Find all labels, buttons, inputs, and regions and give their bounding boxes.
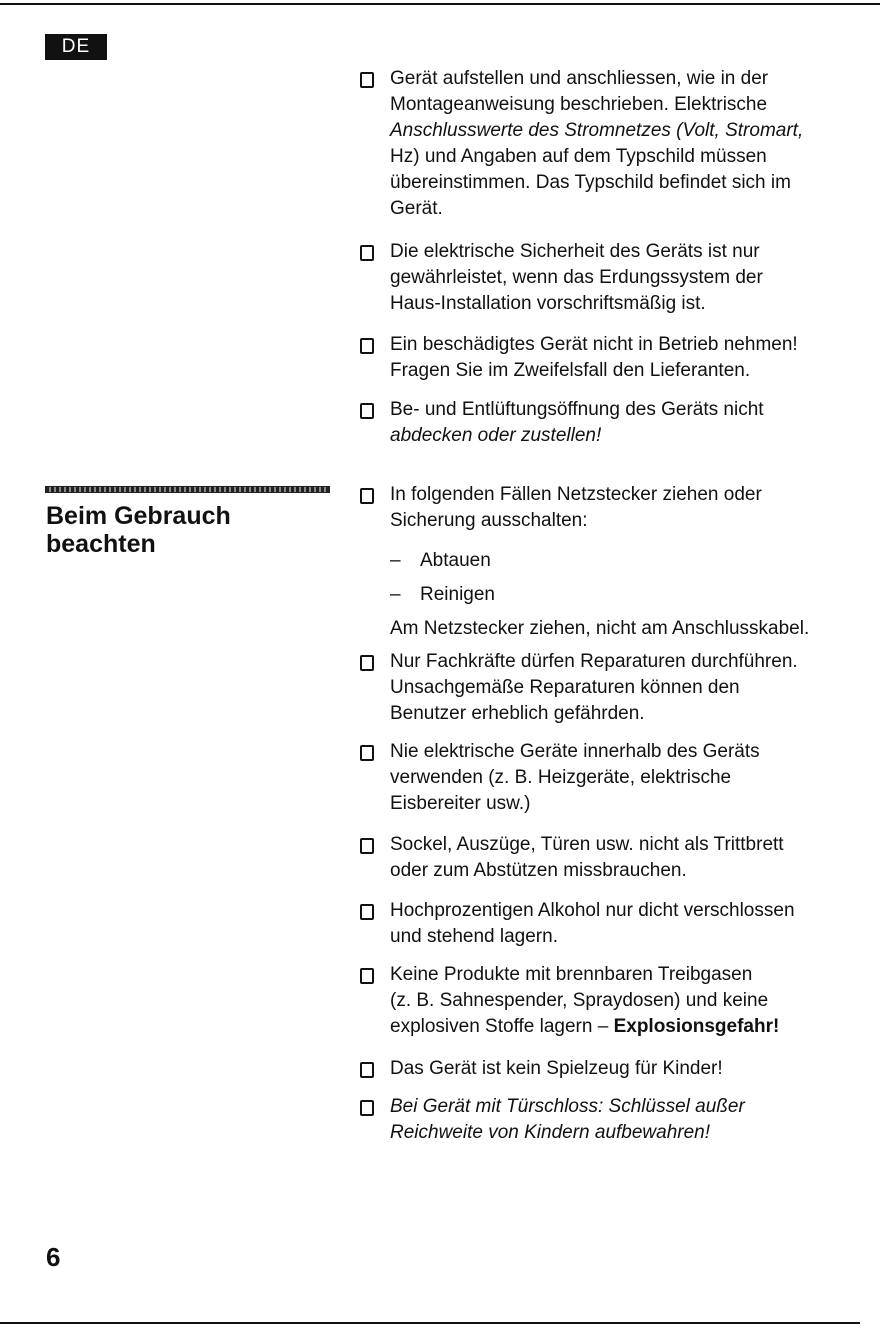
list-item [360, 962, 860, 1040]
item-text: Nie elektrische Geräte innerhalb des Geräts verwenden (z. B. Heizgeräte, elektrische Eisbereiter usw.) [390, 741, 760, 814]
item-text-italic: Anschlusswerte des Stromnetzes (Volt, Stromart, [390, 120, 804, 141]
list-item [360, 739, 860, 817]
page-number: 6 [46, 1242, 61, 1272]
item-text: Be- und Entlüftungsöffnung des Geräts nicht [390, 399, 764, 420]
checkbox-bullet-icon [360, 838, 374, 854]
dash-bullet: – [390, 550, 401, 571]
item-text: Ein beschädigtes Gerät nicht in Betrieb nehmen! Fragen Sie im Zweifelsfall den Lieferanten. [390, 334, 798, 381]
item-text: In folgenden Fällen Netzstecker ziehen oder Sicherung ausschalten: [390, 484, 762, 531]
item-text-plain: Keine Produkte mit brennbaren Treibgasen (z. B. Sahnespender, Spraydosen) und keine explosiven Stoffe lagern – [390, 964, 769, 1037]
item-text [390, 962, 860, 1040]
list-item [360, 482, 860, 534]
dash-bullet: – [390, 584, 401, 605]
checkbox-bullet-icon [360, 488, 374, 504]
checkbox-bullet-icon [360, 403, 374, 419]
sub-list-item [390, 548, 860, 574]
item-text-italic: abdecken oder zustellen! [390, 425, 602, 446]
item-text: Das Gerät ist kein Spielzeug für Kinder! [390, 1058, 723, 1079]
sub-item-text: Abtauen [420, 550, 491, 571]
checkbox-bullet-icon [360, 245, 374, 261]
checkbox-bullet-icon [360, 904, 374, 920]
item-text: Hz) und Angaben auf dem Typschild müssen übereinstimmen. Das Typschild befindet sich im Gerät. [390, 146, 791, 219]
warning-text: Explosionsgefahr! [613, 1016, 780, 1037]
item-text: Gerät aufstellen und anschliessen, wie in der Montageanweisung beschrieben. Elektrische [390, 68, 769, 115]
list-item [360, 397, 860, 449]
section-title: Beim Gebrauch beachten [46, 502, 231, 558]
language-badge: DE [45, 34, 107, 60]
item-text: Bei Gerät mit Türschloss: Schlüssel außer Reichweite von Kindern aufbewahren! [390, 1096, 745, 1143]
list-item [360, 332, 860, 384]
item-text: Hochprozentigen Alkohol nur dicht verschlossen und stehend lagern. [390, 900, 795, 947]
section-divider-bar [45, 486, 330, 493]
item-text: Sockel, Auszüge, Türen usw. nicht als Trittbrett oder zum Abstützen missbrauchen. [390, 834, 784, 881]
list-item [360, 239, 860, 317]
item-note: Am Netzstecker ziehen, nicht am Anschlusskabel. [390, 618, 810, 639]
checkbox-bullet-icon [360, 338, 374, 354]
list-item [360, 832, 860, 884]
checkbox-bullet-icon [360, 968, 374, 984]
item-text: Nur Fachkräfte dürfen Reparaturen durchführen. Unsachgemäße Reparaturen können den Benutzer erheblich gefährden. [390, 651, 798, 724]
list-item [360, 66, 860, 222]
checkbox-bullet-icon [360, 655, 374, 671]
list-item [360, 1094, 860, 1146]
list-item [360, 649, 860, 727]
list-item [360, 1056, 860, 1082]
checkbox-bullet-icon [360, 745, 374, 761]
checkbox-bullet-icon [360, 1062, 374, 1078]
checkbox-bullet-icon [360, 72, 374, 88]
top-rule [0, 3, 880, 5]
item-text: Die elektrische Sicherheit des Geräts ist nur gewährleistet, wenn das Erdungssystem der Haus-Installation vorschriftsmäßig ist. [390, 241, 763, 314]
sub-list-item [390, 582, 860, 608]
checkbox-bullet-icon [360, 1100, 374, 1116]
list-item [360, 898, 860, 950]
sub-item-text: Reinigen [420, 584, 495, 605]
bottom-rule [0, 1322, 860, 1324]
